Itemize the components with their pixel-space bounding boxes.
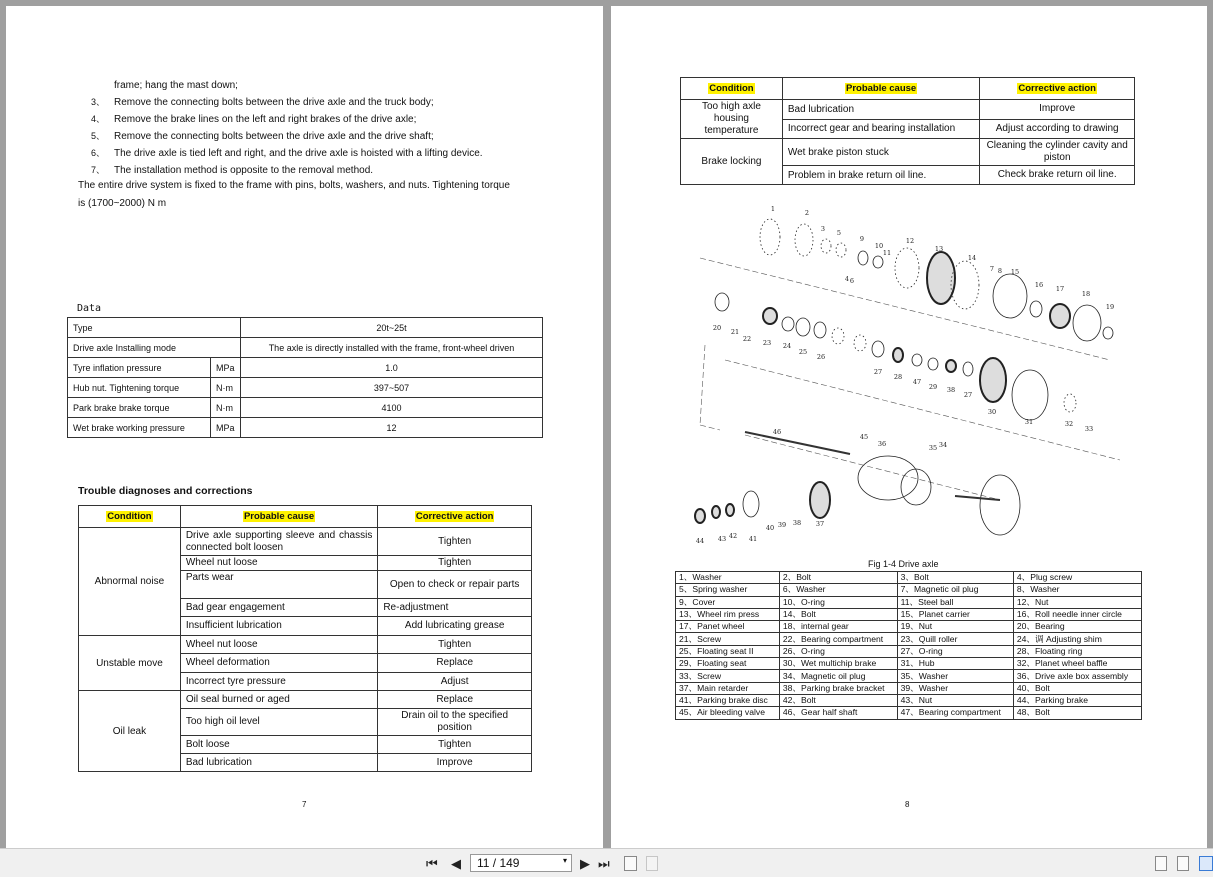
part-number-label: 43 [717,535,727,543]
part-number-label: 37 [815,520,825,528]
part-number-label: 36 [877,440,887,448]
diagram-part [872,341,884,357]
action-cell: Adjust according to drawing [980,119,1135,139]
left-page [6,6,603,848]
part-number-label: 27 [963,391,973,399]
cause-cell: Wet brake piston stuck [782,139,979,166]
parts-row [676,584,1142,596]
parts-row [676,621,1142,633]
cause-cell: Incorrect gear and bearing installation [782,119,979,139]
continuous-view-icon[interactable] [1177,856,1189,871]
part-item: 30、Wet multichip brake [779,658,897,670]
data-row [68,398,543,418]
part-item: 48、Bolt [1013,707,1141,719]
action-cell: Replace [378,691,532,709]
part-number-label: 47 [912,378,922,386]
part-item: 18、internal gear [779,621,897,633]
part-item: 24、调 Adjusting shim [1013,633,1141,645]
part-number-label: 32 [1064,420,1074,428]
diagram-part [810,482,830,518]
viewer-toolbar [0,848,1213,877]
part-item: 47、Bearing compartment [897,707,1013,719]
header-label: Probable cause [845,83,917,94]
diagram-part [712,506,720,518]
part-item: 2、Bolt [779,572,897,584]
part-number-label: 31 [1024,418,1034,426]
previous-page-button[interactable]: ◀ [451,856,461,871]
action-cell: Improve [378,754,532,772]
diagram-part [927,252,955,304]
cause-cell: Bad lubrication [180,754,378,772]
diagram-part [1073,305,1101,341]
parts-row [676,645,1142,657]
part-item: 8、Washer [1013,584,1141,596]
diagram-part [1012,370,1048,420]
cause-cell: Too high oil level [180,709,378,736]
cause-cell: Bolt loose [180,736,378,754]
single-page-view-icon[interactable] [1155,856,1167,871]
action-cell: Adjust [378,673,532,691]
step-text: The installation method is opposite to the removal method. [114,165,374,176]
part-item: 1、Washer [676,572,780,584]
part-item: 25、Floating seat II [676,645,780,657]
part-number-label: 41 [748,535,758,543]
cause-cell: Oil seal burned or aged [180,691,378,709]
data-unit: N·m [211,378,241,398]
part-item: 3、Bolt [897,572,1013,584]
centerline [700,258,1110,360]
data-unit: MPa [211,418,241,438]
copy-page-icon[interactable] [624,856,637,871]
action-cell: Tighten [378,556,532,571]
part-number-label: 13 [934,245,944,253]
part-number-label: 12 [905,237,915,245]
part-item: 34、Magnetic oil plug [779,670,897,682]
part-number-label: 46 [772,428,782,436]
data-unit: N·m [211,398,241,418]
part-item: 32、Planet wheel baffle [1013,658,1141,670]
part-item: 44、Parking brake [1013,694,1141,706]
diagram-part [980,475,1020,535]
condition-cell: Oil leak [79,691,181,772]
parts-row [676,608,1142,620]
action-cell: Open to check or repair parts [378,571,532,599]
part-number-label: 29 [928,383,938,391]
part-item: 33、Screw [676,670,780,682]
part-number-label: 9 [859,235,865,243]
part-number-label: 25 [798,348,808,356]
header-row [79,506,532,528]
part-number-label: 30 [987,408,997,416]
step-text: frame; hang the mast down; [114,80,238,91]
part-item: 26、O-ring [779,645,897,657]
action-cell: Tighten [378,736,532,754]
parts-row [676,596,1142,608]
centerline [700,425,720,430]
diagram-part [928,358,938,370]
step-line [91,94,434,111]
data-row [68,318,543,338]
torque-paragraph-cont: is (1700~2000) N m [78,198,167,209]
part-item: 19、Nut [897,621,1013,633]
part-item: 36、Drive axle box assembly [1013,670,1141,682]
part-number-label: 33 [1084,425,1094,433]
table-row [79,691,532,709]
data-value: 4100 [241,398,543,418]
part-number-label: 17 [1055,285,1065,293]
condition-cell: Brake locking [681,139,783,185]
parts-row [676,707,1142,719]
part-item: 43、Nut [897,694,1013,706]
action-cell: Improve [980,100,1135,120]
cause-cell: Wheel nut loose [180,556,378,571]
cause-cell: Drive axle supporting sleeve and chassis connected bolt loosen [180,528,378,556]
cause-cell: Incorrect tyre pressure [180,673,378,691]
step-number: 6、 [91,148,106,158]
part-number-label: 38 [946,386,956,394]
diagram-part [946,360,956,372]
part-number-label: 27 [873,368,883,376]
diagram-part [1030,301,1042,317]
data-label: Park brake brake torque [68,398,211,418]
action-cell: Add lubricating grease [378,617,532,636]
step-text: Remove the connecting bolts between the drive axle and the truck body; [114,97,434,108]
trouble-title: Trouble diagnoses and corrections [78,485,253,497]
part-item: 41、Parking brake disc [676,694,780,706]
part-item: 5、Spring washer [676,584,780,596]
part-item: 13、Wheel rim press [676,608,780,620]
part-number-label: 7 [989,265,995,273]
diagram-part [814,322,826,338]
part-number-label: 1 [770,205,776,213]
diagram-part [858,456,918,500]
diagram-part [893,348,903,362]
header-label: Probable cause [243,511,315,522]
paste-page-icon[interactable] [646,856,658,871]
part-item: 31、Hub [897,658,1013,670]
part-number-label: 28 [893,373,903,381]
figure-caption: Fig 1-4 Drive axle [868,559,939,569]
part-item: 35、Washer [897,670,1013,682]
step-number: 5、 [91,131,106,141]
part-item: 27、O-ring [897,645,1013,657]
header-cell [79,506,181,528]
diagram-part [1064,394,1076,412]
part-number-label: 26 [816,353,826,361]
part-number-label: 21 [730,328,740,336]
data-row [68,358,543,378]
part-number-label: 11 [882,249,892,257]
parts-row [676,694,1142,706]
part-number-label: 35 [928,444,938,452]
part-number-label: 39 [777,521,787,529]
step-line [91,128,434,145]
data-row [68,418,543,438]
data-table [67,317,543,438]
next-page-button[interactable]: ▶ [580,856,590,871]
part-item: 7、Magnetic oil plug [897,584,1013,596]
part-number-label: 42 [728,532,738,540]
diagram-part [782,317,794,331]
data-label: Hub nut. Tightening torque [68,378,211,398]
table-row [79,636,532,654]
step-line [114,77,238,94]
data-unit: MPa [211,358,241,378]
data-label: Tyre inflation pressure [68,358,211,378]
part-item: 37、Main retarder [676,682,780,694]
page-number: 8 [905,800,910,809]
diagram-part [760,219,780,255]
part-item: 10、O-ring [779,596,897,608]
step-line [91,111,417,128]
data-label: Wet brake working pressure [68,418,211,438]
part-number-label: 44 [695,537,705,545]
step-number: 7、 [91,165,106,175]
diagram-part [901,469,931,505]
page-indicator: 11 / 149 [477,856,520,870]
parts-row [676,572,1142,584]
drive-axle-exploded-diagram [611,6,1207,566]
data-row [68,378,543,398]
header-cell [180,506,378,528]
diagram-part [796,318,810,336]
parts-row [676,658,1142,670]
diagram-part [821,239,831,253]
part-item: 21、Screw [676,633,780,645]
part-item: 16、Roll needle inner circle [1013,608,1141,620]
data-value: 1.0 [241,358,543,378]
part-item: 45、Air bleeding valve [676,707,780,719]
part-item: 42、Bolt [779,694,897,706]
part-number-label: 5 [836,229,842,237]
centerline [700,345,705,425]
part-item: 9、Cover [676,596,780,608]
diagram-part [695,509,705,523]
diagram-part [836,243,846,257]
part-item: 39、Washer [897,682,1013,694]
action-cell: Check brake return oil line. [980,166,1135,185]
part-number-label: 38 [792,519,802,527]
diagram-part [726,504,734,516]
diagram-part [743,491,759,517]
part-item: 14、Bolt [779,608,897,620]
condition-cell: Abnormal noise [79,528,181,636]
diagram-part [980,358,1006,402]
part-number-label: 10 [874,242,884,250]
part-item: 29、Floating seat [676,658,780,670]
diagram-part [832,328,844,344]
part-number-label: 18 [1081,290,1091,298]
cause-cell: Bad gear engagement [180,599,378,617]
step-text: Remove the brake lines on the left and right brakes of the drive axle; [114,114,417,125]
page-number: 7 [302,800,307,809]
parts-row [676,682,1142,694]
step-text: The drive axle is tied left and right, and the drive axle is hoisted with a lifting device. [114,148,483,159]
diagram-part [912,354,922,366]
page-dropdown-icon[interactable]: ▾ [562,856,567,865]
page-number-input[interactable] [470,854,572,872]
first-page-button[interactable]: ⏮ [426,856,438,871]
diagram-part [715,293,729,311]
cause-cell: Parts wear [180,571,378,599]
last-page-button[interactable]: ⏭ [598,856,610,871]
step-line [91,145,483,162]
data-value: 397~507 [241,378,543,398]
part-number-label: 2 [804,209,810,217]
part-number-label: 3 [820,225,826,233]
part-item: 11、Steel ball [897,596,1013,608]
part-number-label: 24 [782,342,792,350]
table-row [79,528,532,556]
part-number-label: 6 [849,277,855,285]
data-value: 20t~25t [241,318,543,338]
parts-row [676,670,1142,682]
parts-row [676,633,1142,645]
diagram-part [963,362,973,376]
part-number-label: 40 [765,524,775,532]
part-item: 12、Nut [1013,596,1141,608]
diagram-part [763,308,777,324]
condition-cell: Unstable move [79,636,181,691]
cause-cell: Insufficient lubrication [180,617,378,636]
data-value: 12 [241,418,543,438]
part-number-label: 14 [967,254,977,262]
parts-list-table [675,571,1142,720]
condition-cell: Too high axle housing temperature [681,100,783,139]
cause-cell: Wheel nut loose [180,636,378,654]
part-number-label: 23 [762,339,772,347]
part-number-label: 16 [1034,281,1044,289]
data-value: The axle is directly installed with the frame, front-wheel driven [241,338,543,358]
part-number-label: 20 [712,324,722,332]
part-item: 6、Washer [779,584,897,596]
cause-cell: Problem in brake return oil line. [782,166,979,185]
diagram-part [895,248,919,288]
header-label: Corrective action [415,511,494,522]
centerline [745,435,1000,500]
header-label: Condition [107,511,152,522]
data-row [68,338,543,358]
action-cell: Cleaning the cylinder cavity and piston [980,139,1135,166]
part-item: 46、Gear half shaft [779,707,897,719]
right-page [611,6,1207,848]
data-label: Drive axle Installing mode [68,338,241,358]
action-cell: Tighten [378,528,532,556]
header-label: Corrective action [1018,83,1096,94]
diagram-part [993,274,1027,318]
gear-half-shaft [745,432,850,454]
part-number-label: 45 [859,433,869,441]
trouble-table [78,505,532,772]
diagram-part [858,251,868,265]
action-cell: Drain oil to the specified position [378,709,532,736]
action-cell: Replace [378,654,532,673]
step-text: Remove the connecting bolts between the drive axle and the drive shaft; [114,131,434,142]
cause-cell: Wheel deformation [180,654,378,673]
part-item: 38、Parking brake bracket [779,682,897,694]
part-item: 28、Floating ring [1013,645,1141,657]
part-item: 15、Planet carrier [897,608,1013,620]
part-item: 20、Bearing [1013,621,1141,633]
diagram-part [854,335,866,351]
part-number-label: 4 [844,275,850,283]
part-number-label: 19 [1105,303,1115,311]
step-number: 3、 [91,97,106,107]
action-cell: Tighten [378,636,532,654]
action-cell: Re-adjustment [378,599,532,617]
diagram-part [1103,327,1113,339]
cause-cell: Bad lubrication [782,100,979,120]
header-label: Condition [709,83,754,94]
part-item: 23、Quill roller [897,633,1013,645]
data-title: Data [77,303,102,314]
header-cell [378,506,532,528]
part-number-label: 8 [997,267,1003,275]
diagram-part [873,256,883,268]
part-item: 40、Bolt [1013,682,1141,694]
diagram-part [795,224,813,256]
step-number: 4、 [91,114,106,124]
torque-paragraph: The entire drive system is fixed to the frame with pins, bolts, washers, and nuts. Tightening torque [78,180,510,191]
data-label: Type [68,318,241,338]
part-item: 17、Panet wheel [676,621,780,633]
part-number-label: 15 [1010,268,1020,276]
two-page-view-icon[interactable] [1199,856,1213,871]
diagram-part [1050,304,1070,328]
part-number-label: 34 [938,441,948,449]
part-number-label: 22 [742,335,752,343]
part-item: 4、Plug screw [1013,572,1141,584]
part-item: 22、Bearing compartment [779,633,897,645]
